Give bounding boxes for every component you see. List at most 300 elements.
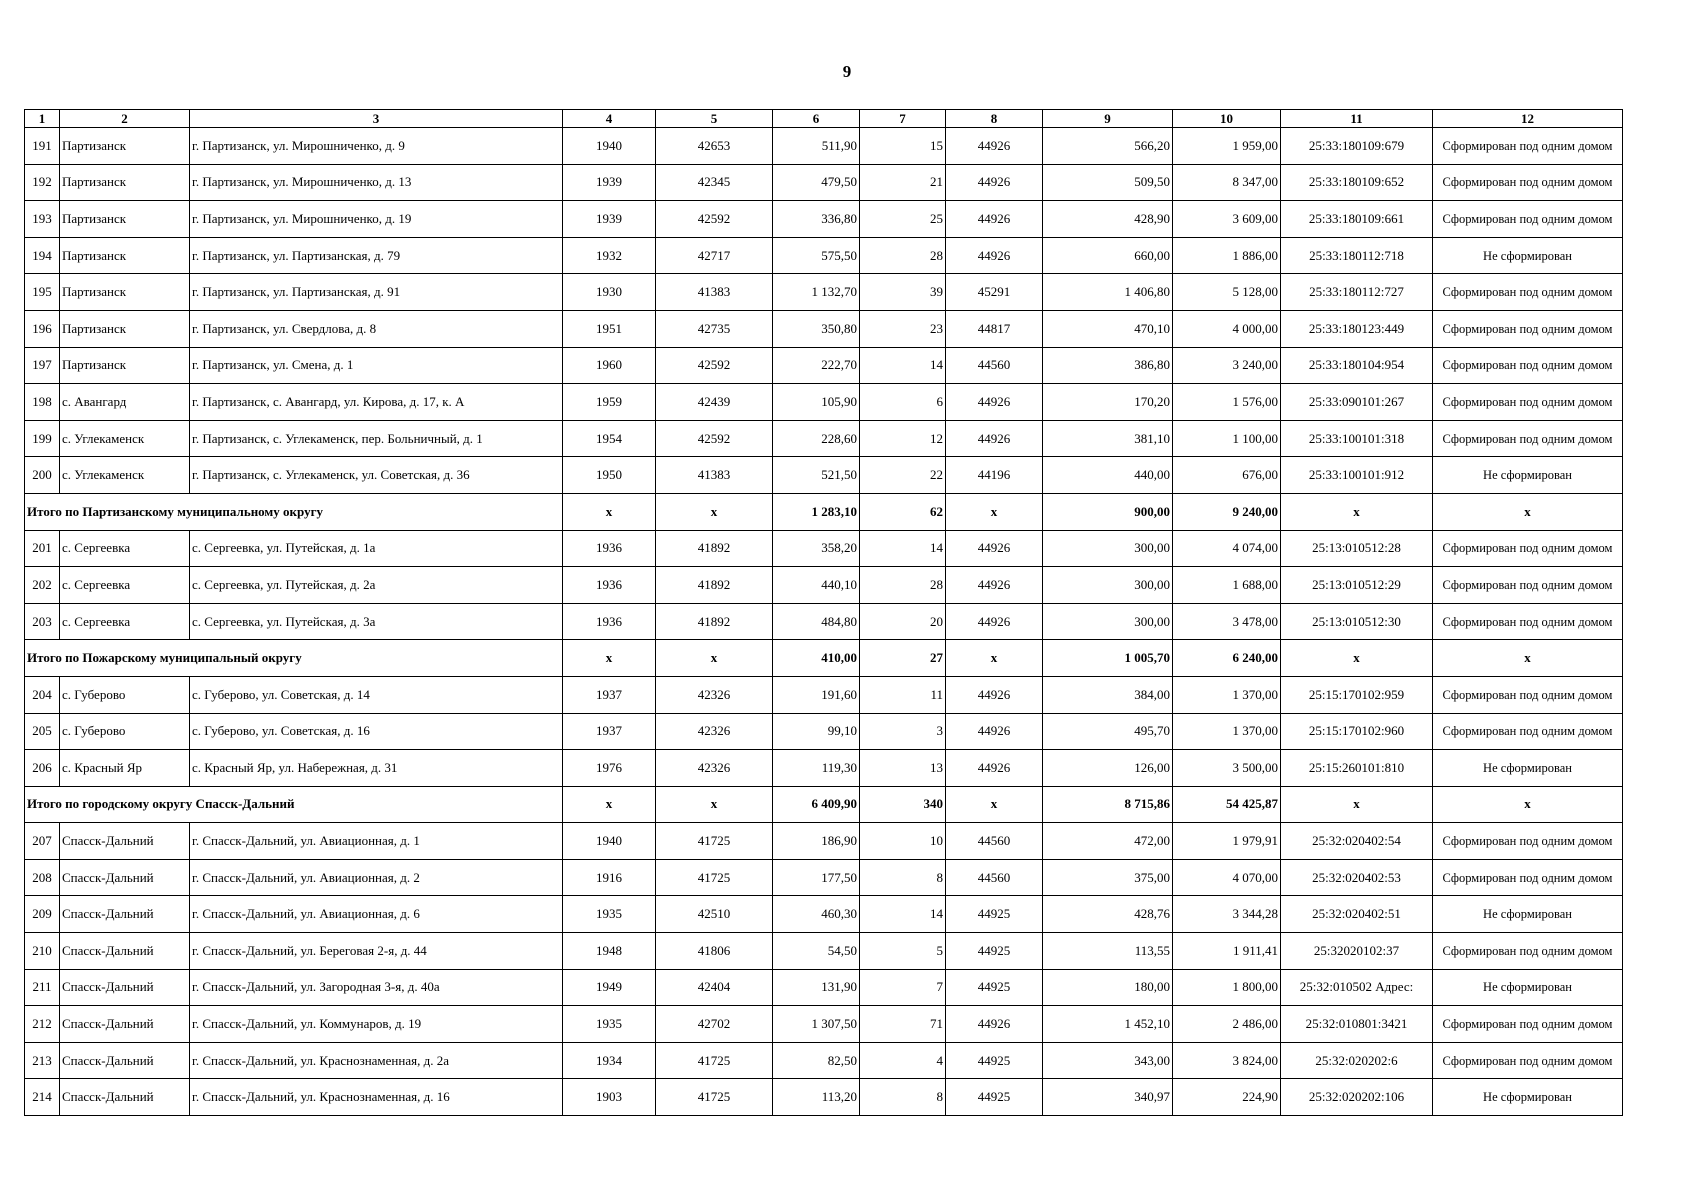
col8-cell: 44926 (946, 750, 1043, 787)
col7-cell: 8 (860, 1079, 946, 1116)
col5-cell: x (656, 640, 773, 677)
col7-cell: 20 (860, 603, 946, 640)
status-cell: Сформирован под одним домом (1433, 420, 1623, 457)
status-cell: Сформирован под одним домом (1433, 823, 1623, 860)
col7-cell: 13 (860, 750, 946, 787)
col10-total-cell: 6 240,00 (1173, 640, 1281, 677)
col10-cell: 3 609,00 (1173, 201, 1281, 238)
address-cell: г. Партизанск, ул. Свердлова, д. 8 (190, 310, 563, 347)
cadastral-number-cell: 25:15:260101:810 (1281, 750, 1433, 787)
cadastral-number-cell: 25:33:180109:679 (1281, 128, 1433, 165)
row-number: 212 (25, 1006, 60, 1043)
cadastral-number-cell: 25:15:170102:959 (1281, 676, 1433, 713)
col9-cell: 300,00 (1043, 567, 1173, 604)
area-cell: 479,50 (773, 164, 860, 201)
column-header: 5 (656, 110, 773, 128)
col5-cell: 41725 (656, 1079, 773, 1116)
col7-cell: 4 (860, 1042, 946, 1079)
cadastral-number-cell: 25:32:020402:54 (1281, 823, 1433, 860)
column-header: 7 (860, 110, 946, 128)
col7-cell: 8 (860, 859, 946, 896)
cadastral-number-cell: 25:13:010512:29 (1281, 567, 1433, 604)
table-row (25, 750, 1623, 787)
cadastral-number-cell: 25:32:020402:51 (1281, 896, 1433, 933)
col9-cell: 300,00 (1043, 603, 1173, 640)
col8-cell: 44925 (946, 933, 1043, 970)
col11-cell: x (1281, 493, 1433, 530)
table-row (25, 603, 1623, 640)
col8-cell: 44926 (946, 530, 1043, 567)
column-header: 2 (60, 110, 190, 128)
cadastral-number-cell: 25:32020102:37 (1281, 933, 1433, 970)
address-cell: с. Сергеевка, ул. Путейская, д. 1а (190, 530, 563, 567)
address-cell: с. Губерово, ул. Советская, д. 14 (190, 676, 563, 713)
subtotal-row (25, 493, 1623, 530)
address-cell: г. Партизанск, ул. Смена, д. 1 (190, 347, 563, 384)
table-row (25, 310, 1623, 347)
row-number: 204 (25, 676, 60, 713)
row-number: 191 (25, 128, 60, 165)
address-cell: г. Спасск-Дальний, ул. Авиационная, д. 6 (190, 896, 563, 933)
col9-cell: 180,00 (1043, 969, 1173, 1006)
col5-cell: 42717 (656, 237, 773, 274)
year-cell: 1935 (563, 896, 656, 933)
area-cell: 484,80 (773, 603, 860, 640)
cadastral-number-cell: 25:15:170102:960 (1281, 713, 1433, 750)
cadastral-number-cell: 25:33:180109:661 (1281, 201, 1433, 238)
address-cell: г. Партизанск, ул. Мирошниченко, д. 13 (190, 164, 563, 201)
col10-cell: 3 478,00 (1173, 603, 1281, 640)
cadastral-number-cell: 25:33:180104:954 (1281, 347, 1433, 384)
col5-cell: 42345 (656, 164, 773, 201)
address-cell: г. Спасск-Дальний, ул. Авиационная, д. 1 (190, 823, 563, 860)
locality-cell: с. Красный Яр (60, 750, 190, 787)
col9-cell: 343,00 (1043, 1042, 1173, 1079)
row-number: 194 (25, 237, 60, 274)
col10-cell: 224,90 (1173, 1079, 1281, 1116)
status-cell: Сформирован под одним домом (1433, 164, 1623, 201)
year-cell: 1934 (563, 1042, 656, 1079)
col5-cell: 41725 (656, 1042, 773, 1079)
cadastral-number-cell: 25:32:020202:6 (1281, 1042, 1433, 1079)
col7-cell: 11 (860, 676, 946, 713)
status-cell: Не сформирован (1433, 457, 1623, 494)
col9-total-cell: 900,00 (1043, 493, 1173, 530)
col10-cell: 4 000,00 (1173, 310, 1281, 347)
area-cell: 191,60 (773, 676, 860, 713)
table-row (25, 128, 1623, 165)
col5-cell: 41892 (656, 530, 773, 567)
address-cell: г. Спасск-Дальний, ул. Береговая 2-я, д. 44 (190, 933, 563, 970)
col8-cell: 44925 (946, 896, 1043, 933)
table-row (25, 1079, 1623, 1116)
col10-cell: 3 240,00 (1173, 347, 1281, 384)
table-row (25, 969, 1623, 1006)
area-cell: 1 132,70 (773, 274, 860, 311)
table-row (25, 933, 1623, 970)
table-row (25, 457, 1623, 494)
year-cell: 1940 (563, 128, 656, 165)
row-number: 202 (25, 567, 60, 604)
status-cell: Сформирован под одним домом (1433, 201, 1623, 238)
cadastral-number-cell: 25:33:180112:718 (1281, 237, 1433, 274)
year-cell: 1954 (563, 420, 656, 457)
cadastral-number-cell: 25:32:010502 Адрес: (1281, 969, 1433, 1006)
table-row (25, 384, 1623, 421)
status-cell: Сформирован под одним домом (1433, 713, 1623, 750)
row-number: 205 (25, 713, 60, 750)
column-header: 9 (1043, 110, 1173, 128)
area-cell: 350,80 (773, 310, 860, 347)
col4-cell: x (563, 493, 656, 530)
area-cell: 54,50 (773, 933, 860, 970)
status-cell: Не сформирован (1433, 1079, 1623, 1116)
page-number: 9 (842, 62, 852, 81)
subtotal-label: Итого по Пожарскому муниципальный округу (25, 640, 563, 677)
locality-cell: Спасск-Дальний (60, 1079, 190, 1116)
year-cell: 1948 (563, 933, 656, 970)
col7-cell: 12 (860, 420, 946, 457)
col9-cell: 1 452,10 (1043, 1006, 1173, 1043)
col10-cell: 5 128,00 (1173, 274, 1281, 311)
row-number: 195 (25, 274, 60, 311)
col7-cell: 14 (860, 530, 946, 567)
col9-cell: 126,00 (1043, 750, 1173, 787)
col5-cell: 42510 (656, 896, 773, 933)
col7-cell: 28 (860, 237, 946, 274)
area-cell: 222,70 (773, 347, 860, 384)
col10-cell: 8 347,00 (1173, 164, 1281, 201)
table-row (25, 420, 1623, 457)
col10-cell: 1 911,41 (1173, 933, 1281, 970)
col10-cell: 1 370,00 (1173, 676, 1281, 713)
col10-cell: 1 100,00 (1173, 420, 1281, 457)
locality-cell: Спасск-Дальний (60, 896, 190, 933)
locality-cell: Партизанск (60, 201, 190, 238)
address-cell: г. Спасск-Дальний, ул. Коммунаров, д. 19 (190, 1006, 563, 1043)
col8-cell: 44926 (946, 201, 1043, 238)
table-row (25, 567, 1623, 604)
address-cell: г. Спасск-Дальний, ул. Краснознаменная, д. 16 (190, 1079, 563, 1116)
col7-cell: 15 (860, 128, 946, 165)
col10-cell: 3 500,00 (1173, 750, 1281, 787)
row-number: 203 (25, 603, 60, 640)
col9-cell: 384,00 (1043, 676, 1173, 713)
col8-cell: 44926 (946, 603, 1043, 640)
cadastral-number-cell: 25:33:090101:267 (1281, 384, 1433, 421)
address-cell: с. Губерово, ул. Советская, д. 16 (190, 713, 563, 750)
col7-cell: 5 (860, 933, 946, 970)
area-cell: 99,10 (773, 713, 860, 750)
col7-cell: 10 (860, 823, 946, 860)
col8-cell: 44926 (946, 164, 1043, 201)
row-number: 198 (25, 384, 60, 421)
col5-cell: 42439 (656, 384, 773, 421)
col7-cell: 14 (860, 347, 946, 384)
col8-cell: 45291 (946, 274, 1043, 311)
subtotal-row (25, 640, 1623, 677)
area-cell: 131,90 (773, 969, 860, 1006)
col9-cell: 113,55 (1043, 933, 1173, 970)
row-number: 199 (25, 420, 60, 457)
address-cell: г. Партизанск, с. Авангард, ул. Кирова, д. 17, к. А (190, 384, 563, 421)
col7-cell: 23 (860, 310, 946, 347)
locality-cell: Партизанск (60, 128, 190, 165)
year-cell: 1949 (563, 969, 656, 1006)
status-cell: Сформирован под одним домом (1433, 1042, 1623, 1079)
year-cell: 1939 (563, 164, 656, 201)
year-cell: 1950 (563, 457, 656, 494)
col5-cell: 42592 (656, 347, 773, 384)
col7-cell: 21 (860, 164, 946, 201)
row-number: 192 (25, 164, 60, 201)
status-cell: Сформирован под одним домом (1433, 603, 1623, 640)
locality-cell: Партизанск (60, 237, 190, 274)
col8-cell: 44560 (946, 823, 1043, 860)
col5-cell: x (656, 786, 773, 823)
year-cell: 1936 (563, 567, 656, 604)
year-cell: 1935 (563, 1006, 656, 1043)
column-header: 11 (1281, 110, 1433, 128)
col4-cell: x (563, 640, 656, 677)
col7-cell: 3 (860, 713, 946, 750)
col5-cell: 41383 (656, 457, 773, 494)
col10-cell: 2 486,00 (1173, 1006, 1281, 1043)
area-cell: 521,50 (773, 457, 860, 494)
column-header: 8 (946, 110, 1043, 128)
col10-cell: 4 074,00 (1173, 530, 1281, 567)
locality-cell: Партизанск (60, 347, 190, 384)
locality-cell: Спасск-Дальний (60, 1006, 190, 1043)
cadastral-number-cell: 25:33:100101:912 (1281, 457, 1433, 494)
year-cell: 1932 (563, 237, 656, 274)
col7-total-cell: 340 (860, 786, 946, 823)
col10-cell: 1 370,00 (1173, 713, 1281, 750)
cadastral-number-cell: 25:32:020202:106 (1281, 1079, 1433, 1116)
area-cell: 177,50 (773, 859, 860, 896)
area-total-cell: 6 409,90 (773, 786, 860, 823)
col8-cell: x (946, 493, 1043, 530)
year-cell: 1937 (563, 676, 656, 713)
col9-cell: 566,20 (1043, 128, 1173, 165)
col5-cell: 41806 (656, 933, 773, 970)
area-total-cell: 410,00 (773, 640, 860, 677)
status-cell: Не сформирован (1433, 750, 1623, 787)
col10-cell: 1 886,00 (1173, 237, 1281, 274)
locality-cell: Спасск-Дальний (60, 933, 190, 970)
row-number: 201 (25, 530, 60, 567)
area-cell: 336,80 (773, 201, 860, 238)
status-cell: Сформирован под одним домом (1433, 347, 1623, 384)
locality-cell: с. Губерово (60, 713, 190, 750)
year-cell: 1936 (563, 530, 656, 567)
address-cell: г. Партизанск, ул. Мирошниченко, д. 9 (190, 128, 563, 165)
column-header: 12 (1433, 110, 1623, 128)
status-cell: Сформирован под одним домом (1433, 274, 1623, 311)
row-number: 210 (25, 933, 60, 970)
col8-cell: 44926 (946, 1006, 1043, 1043)
column-header: 10 (1173, 110, 1281, 128)
col10-cell: 3 824,00 (1173, 1042, 1281, 1079)
housing-table (24, 109, 1623, 1116)
col9-cell: 170,20 (1043, 384, 1173, 421)
area-cell: 460,30 (773, 896, 860, 933)
table-row (25, 896, 1623, 933)
row-number: 211 (25, 969, 60, 1006)
col12-cell: x (1433, 640, 1623, 677)
locality-cell: Партизанск (60, 164, 190, 201)
col7-cell: 28 (860, 567, 946, 604)
col9-total-cell: 8 715,86 (1043, 786, 1173, 823)
table-row (25, 1006, 1623, 1043)
col5-cell: 42702 (656, 1006, 773, 1043)
col5-cell: 42735 (656, 310, 773, 347)
cadastral-number-cell: 25:33:180109:652 (1281, 164, 1433, 201)
cadastral-number-cell: 25:33:100101:318 (1281, 420, 1433, 457)
table-row (25, 1042, 1623, 1079)
locality-cell: Партизанск (60, 274, 190, 311)
table-row (25, 859, 1623, 896)
col5-cell: 42326 (656, 713, 773, 750)
area-cell: 575,50 (773, 237, 860, 274)
col9-cell: 509,50 (1043, 164, 1173, 201)
col4-cell: x (563, 786, 656, 823)
col5-cell: 41725 (656, 823, 773, 860)
year-cell: 1930 (563, 274, 656, 311)
locality-cell: Партизанск (60, 310, 190, 347)
year-cell: 1916 (563, 859, 656, 896)
subtotal-label: Итого по городскому округу Спасск-Дальний (25, 786, 563, 823)
col9-cell: 470,10 (1043, 310, 1173, 347)
address-cell: г. Партизанск, ул. Партизанская, д. 79 (190, 237, 563, 274)
column-header: 3 (190, 110, 563, 128)
locality-cell: с. Авангард (60, 384, 190, 421)
col10-cell: 1 688,00 (1173, 567, 1281, 604)
area-cell: 358,20 (773, 530, 860, 567)
col12-cell: x (1433, 786, 1623, 823)
row-number: 214 (25, 1079, 60, 1116)
year-cell: 1939 (563, 201, 656, 238)
col7-cell: 25 (860, 201, 946, 238)
locality-cell: Спасск-Дальний (60, 969, 190, 1006)
status-cell: Сформирован под одним домом (1433, 859, 1623, 896)
row-number: 193 (25, 201, 60, 238)
col11-cell: x (1281, 640, 1433, 677)
col10-total-cell: 9 240,00 (1173, 493, 1281, 530)
col10-cell: 1 576,00 (1173, 384, 1281, 421)
address-cell: г. Спасск-Дальний, ул. Загородная 3-я, д. 40а (190, 969, 563, 1006)
col8-cell: 44926 (946, 713, 1043, 750)
col9-cell: 340,97 (1043, 1079, 1173, 1116)
locality-cell: с. Углекаменск (60, 457, 190, 494)
col5-cell: 41725 (656, 859, 773, 896)
col10-cell: 676,00 (1173, 457, 1281, 494)
col9-cell: 381,10 (1043, 420, 1173, 457)
status-cell: Сформирован под одним домом (1433, 128, 1623, 165)
status-cell: Сформирован под одним домом (1433, 384, 1623, 421)
area-cell: 105,90 (773, 384, 860, 421)
col5-cell: 41892 (656, 603, 773, 640)
row-number: 209 (25, 896, 60, 933)
year-cell: 1960 (563, 347, 656, 384)
cadastral-number-cell: 25:13:010512:28 (1281, 530, 1433, 567)
year-cell: 1903 (563, 1079, 656, 1116)
table-row (25, 676, 1623, 713)
cadastral-number-cell: 25:33:180123:449 (1281, 310, 1433, 347)
locality-cell: с. Углекаменск (60, 420, 190, 457)
address-cell: с. Сергеевка, ул. Путейская, д. 2а (190, 567, 563, 604)
column-header: 4 (563, 110, 656, 128)
col7-total-cell: 62 (860, 493, 946, 530)
col12-cell: x (1433, 493, 1623, 530)
col8-cell: 44926 (946, 128, 1043, 165)
col9-cell: 375,00 (1043, 859, 1173, 896)
status-cell: Сформирован под одним домом (1433, 310, 1623, 347)
column-header: 1 (25, 110, 60, 128)
year-cell: 1959 (563, 384, 656, 421)
row-number: 196 (25, 310, 60, 347)
col8-cell: 44925 (946, 1042, 1043, 1079)
col8-cell: 44926 (946, 384, 1043, 421)
row-number: 206 (25, 750, 60, 787)
status-cell: Сформирован под одним домом (1433, 530, 1623, 567)
locality-cell: Спасск-Дальний (60, 823, 190, 860)
subtotal-row (25, 786, 1623, 823)
row-number: 200 (25, 457, 60, 494)
table-row (25, 823, 1623, 860)
col9-cell: 495,70 (1043, 713, 1173, 750)
year-cell: 1976 (563, 750, 656, 787)
col11-cell: x (1281, 786, 1433, 823)
area-cell: 186,90 (773, 823, 860, 860)
col8-cell: 44817 (946, 310, 1043, 347)
locality-cell: с. Сергеевка (60, 530, 190, 567)
subtotal-label: Итого по Партизанскому муниципальному округу (25, 493, 563, 530)
col5-cell: 41892 (656, 567, 773, 604)
col9-cell: 300,00 (1043, 530, 1173, 567)
locality-cell: Спасск-Дальний (60, 1042, 190, 1079)
col9-cell: 472,00 (1043, 823, 1173, 860)
col5-cell: 42326 (656, 750, 773, 787)
locality-cell: с. Губерово (60, 676, 190, 713)
table-row (25, 237, 1623, 274)
table-row (25, 347, 1623, 384)
col8-cell: 44560 (946, 859, 1043, 896)
year-cell: 1951 (563, 310, 656, 347)
locality-cell: с. Сергеевка (60, 603, 190, 640)
row-number: 213 (25, 1042, 60, 1079)
address-cell: г. Спасск-Дальний, ул. Авиационная, д. 2 (190, 859, 563, 896)
col5-cell: x (656, 493, 773, 530)
col8-cell: x (946, 640, 1043, 677)
area-cell: 228,60 (773, 420, 860, 457)
row-number: 207 (25, 823, 60, 860)
address-cell: г. Партизанск, с. Углекаменск, пер. Больничный, д. 1 (190, 420, 563, 457)
col9-total-cell: 1 005,70 (1043, 640, 1173, 677)
year-cell: 1936 (563, 603, 656, 640)
col9-cell: 428,90 (1043, 201, 1173, 238)
col8-cell: 44926 (946, 420, 1043, 457)
col10-cell: 4 070,00 (1173, 859, 1281, 896)
table-row (25, 201, 1623, 238)
cadastral-number-cell: 25:13:010512:30 (1281, 603, 1433, 640)
col9-cell: 1 406,80 (1043, 274, 1173, 311)
col10-total-cell: 54 425,87 (1173, 786, 1281, 823)
col10-cell: 1 800,00 (1173, 969, 1281, 1006)
status-cell: Сформирован под одним домом (1433, 933, 1623, 970)
col10-cell: 3 344,28 (1173, 896, 1281, 933)
address-cell: с. Красный Яр, ул. Набережная, д. 31 (190, 750, 563, 787)
